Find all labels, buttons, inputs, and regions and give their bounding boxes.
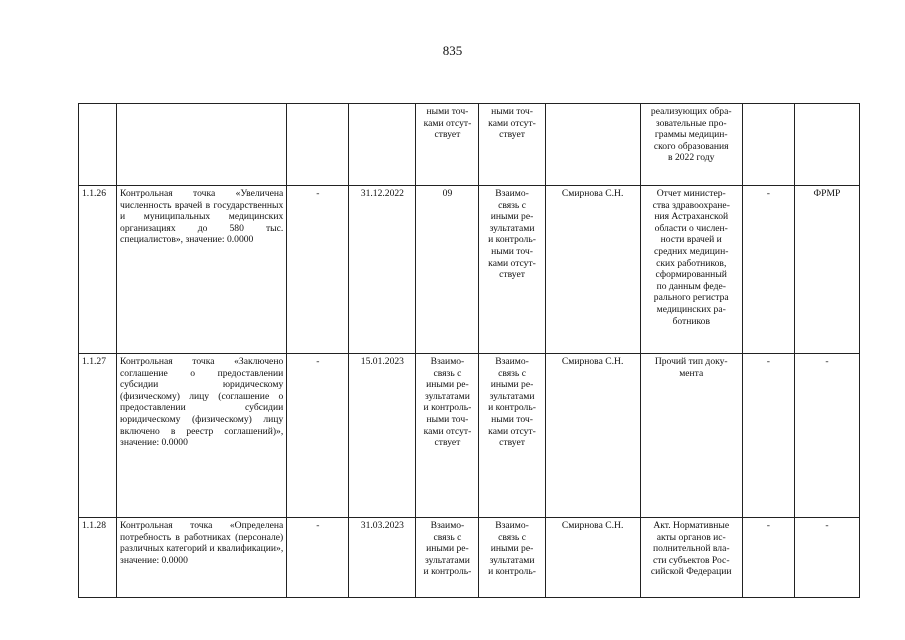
row-col5: 09 [416,186,479,354]
page-number: 835 [442,43,463,58]
row-responsible: Смирнова С.Н. [545,186,640,354]
row-number: 1.1.27 [79,354,117,518]
row-col5: Взаимо- связь с иными ре- зультатами и контроль- ными точ- ками отсут- ствует [416,354,479,518]
control-points-table [78,103,860,598]
row-col11 [794,104,859,186]
row-col5: Взаимо- связь с иными ре- зультатами и контроль- [416,518,479,598]
row-name [117,104,287,186]
row-col11: - [794,354,859,518]
row-col6: Взаимо- связь с иными ре- зультатами и контроль- ными точ- ками отсут- ствует [479,186,545,354]
row-document: Акт. Нормативные акты органов ис- полнительной вла- сти субъектов Рос- сийской Федерации [640,518,742,598]
table-row-1-1-27 [79,354,860,518]
row-date [349,104,416,186]
row-date: 31.12.2022 [349,186,416,354]
row-col3: - [287,354,349,518]
row-number: 1.1.26 [79,186,117,354]
row-number: 1.1.28 [79,518,117,598]
row-document: Прочий тип доку- мента [640,354,742,518]
row-name: Контрольная точка «Определена потребность в работниках (персонале) различных категорий и квалификации», значение: 0.0000 [117,518,287,598]
row-document: Отчет министер- ства здравоохране- ния Астраханской области о числен- ности врачей и средних медицин- ских работников, сформированный по данным феде- рального регистра медицинских ра- ботников [640,186,742,354]
row-responsible: Смирнова С.Н. [545,354,640,518]
row-date: 15.01.2023 [349,354,416,518]
table-row-1-1-28 [79,518,860,598]
row-col5: ными точ- ками отсут- ствует [416,104,479,186]
row-col6: Взаимо- связь с иными ре- зультатами и контроль- [479,518,545,598]
row-responsible: Смирнова С.Н. [545,518,640,598]
row-number [79,104,117,186]
row-col10 [742,104,794,186]
row-col3: - [287,186,349,354]
row-col10: - [742,518,794,598]
row-col11: - [794,518,859,598]
row-name: Контрольная точка «Заключено соглашение о предоставлении субсидии юридическому (физическому) лицу (соглашение о предоставлении субсидии юридическому (физическому) лицу включено в реестр соглашений)», значение: 0.0000 [117,354,287,518]
row-col3 [287,104,349,186]
row-document: реализующих обра- зовательные про- граммы медицин- ского образования в 2022 году [640,104,742,186]
row-col10: - [742,354,794,518]
row-date: 31.03.2023 [349,518,416,598]
row-col6: ными точ- ками отсут- ствует [479,104,545,186]
row-col6: Взаимо- связь с иными ре- зультатами и контроль- ными точ- ками отсут- ствует [479,354,545,518]
row-col3: - [287,518,349,598]
row-col11: ФРМР [794,186,859,354]
row-col10: - [742,186,794,354]
table-row-1-1-26 [79,186,860,354]
row-name: Контрольная точка «Увеличена численность врачей в государственных и муниципальных медицинских организациях до 580 тыс. специалистов», значение: 0.0000 [117,186,287,354]
row-responsible [545,104,640,186]
table-row-continuation [79,104,860,186]
